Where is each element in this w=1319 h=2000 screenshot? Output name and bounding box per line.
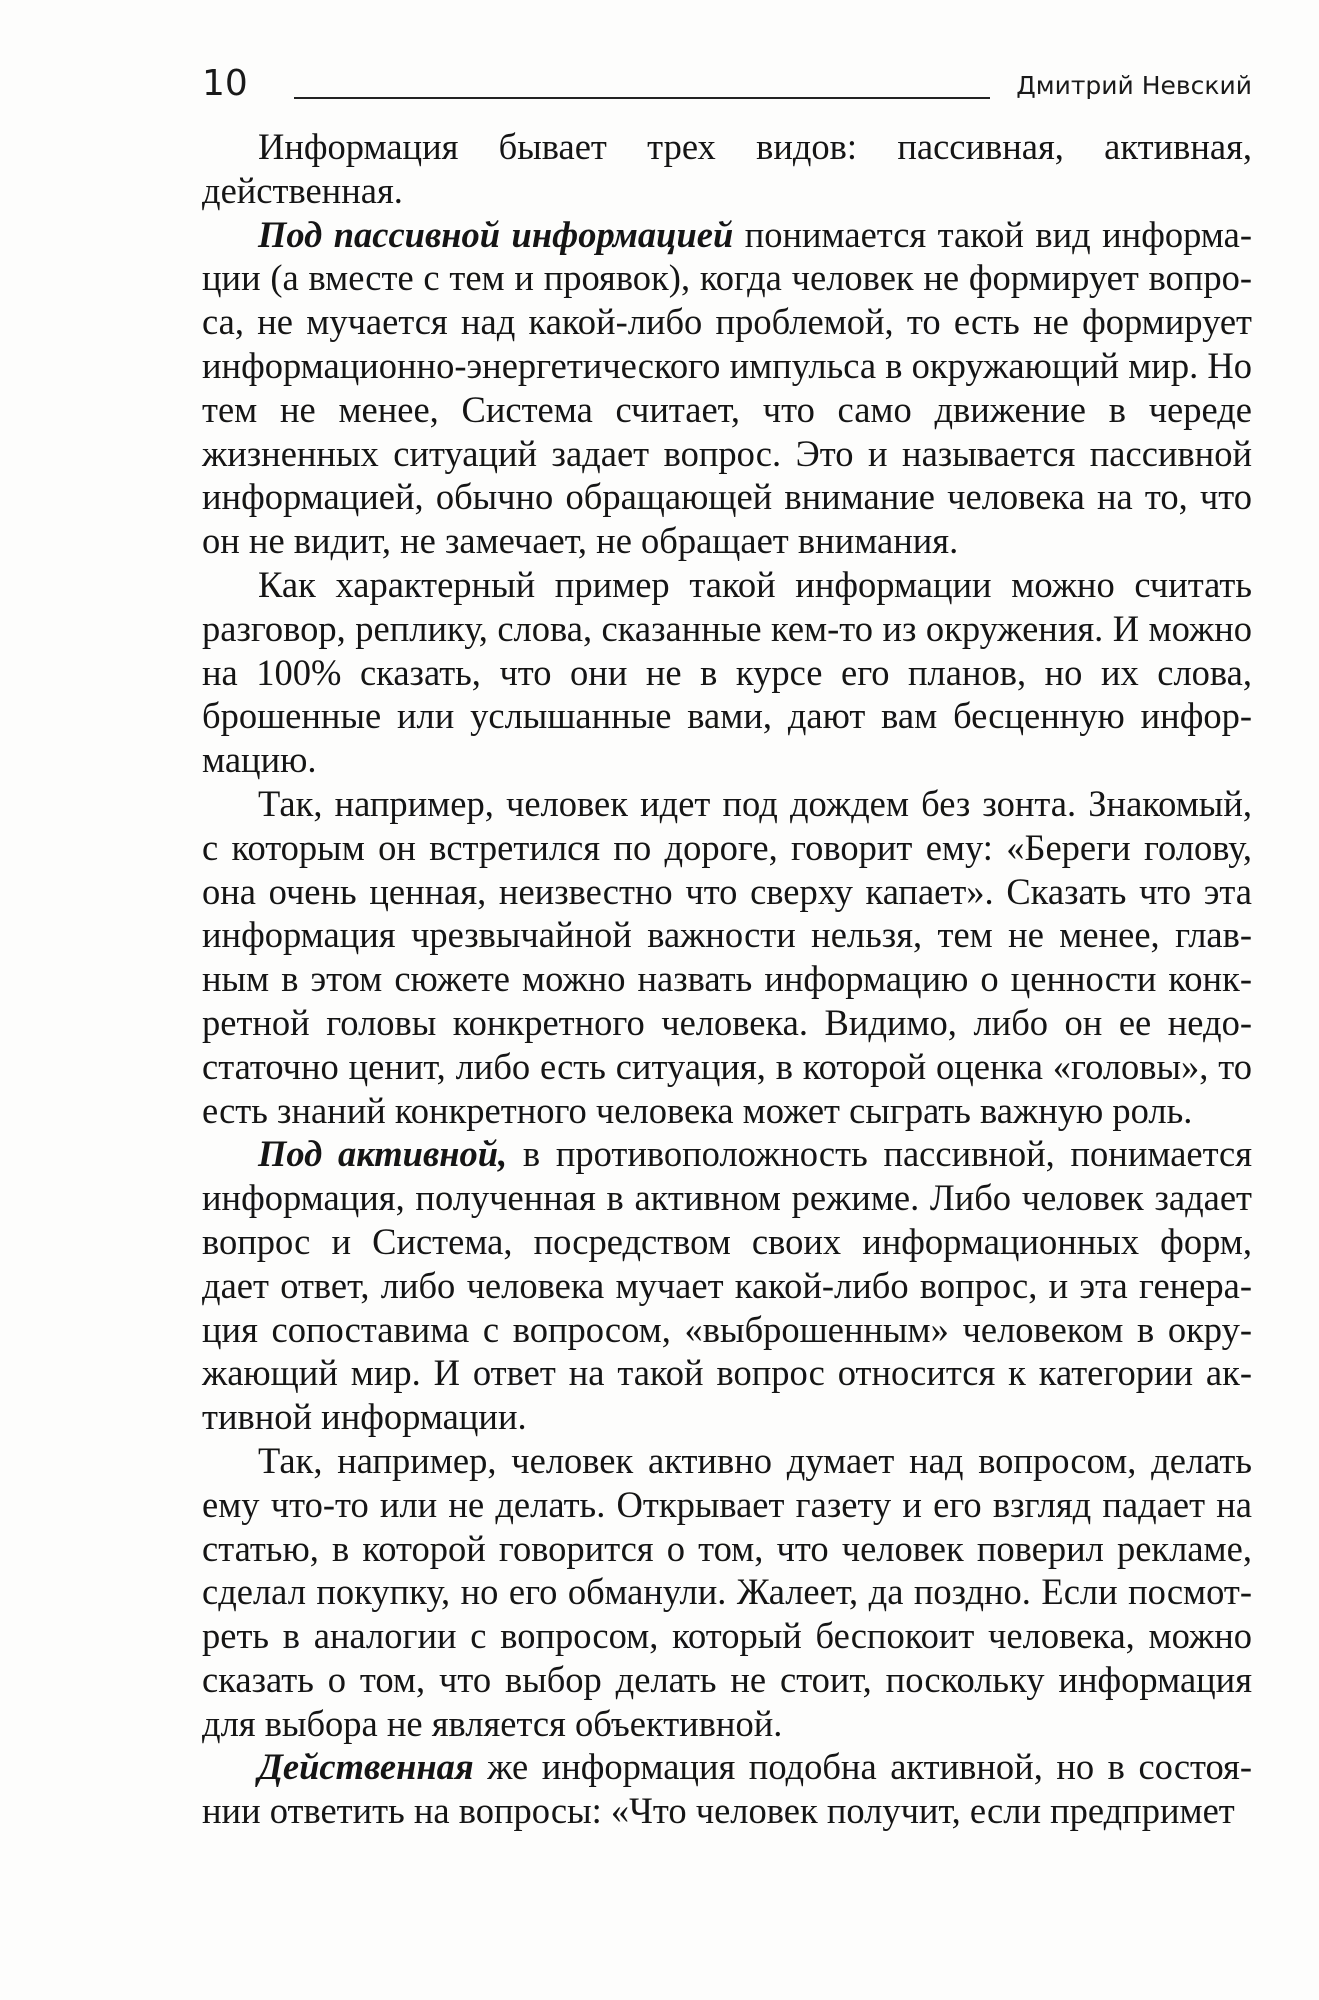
paragraph-term: Под активной, bbox=[258, 1133, 508, 1175]
paragraph-text: Так, например, человек активно думает над вопросом, делать ему что-то или не делать. Открывает газету и его взгляд падает на статью, в которой говорится о том, что человек поверил рекламе, сделал покупку, но его обманули. Жалеет, да поздно. Если посмотреть в аналогии с вопросом, который беспокоит человека, можно сказать о том, что выбор делать не стоит, поскольку информация для выбора не является объективной. bbox=[202, 1439, 1252, 1744]
paragraph-6 bbox=[202, 1439, 1252, 1746]
paragraph-text: понимается такой вид информации (а вместе с тем и проявок), когда человек не формирует вопроса, не мучается над какой-либо проблемой, то есть не формирует информационно-энергетического импульса в окружающий мир. Но тем не менее, Система считает, что само движение в череде жизненных ситуаций задает вопрос. Это и называется пассивной информацией, обычно обращающей внимание человека на то, что он не видит, не замечает, не обращает внимания. bbox=[202, 213, 1252, 562]
running-head-author: Дмитрий Невский bbox=[1016, 71, 1252, 100]
paragraph-1 bbox=[202, 125, 1252, 213]
header-rule bbox=[294, 97, 990, 99]
paragraph-text: же информация подобна активной, но в состоянии ответить на вопросы: «Что человек получит, если предпримет bbox=[202, 1746, 1252, 1832]
paragraph-text: Информация бывает трех видов: пассивная, активная, действенная. bbox=[202, 126, 1252, 211]
paragraph-7 bbox=[202, 1745, 1252, 1833]
paragraph-term: Под пассивной информацией bbox=[258, 213, 734, 255]
paragraph-3 bbox=[202, 563, 1252, 782]
paragraph-5 bbox=[202, 1132, 1252, 1439]
paragraph-text: Так, например, человек идет под дождем без зонта. Знакомый, с которым он встретился по дороге, говорит ему: «Береги голову, она очень ценная, неизвестно что сверху капает». Сказать что эта информация чрезвычайной важности нельзя, тем не менее, главным в этом сюжете можно назвать информацию о ценности конкретной головы конкретного человека. Видимо, либо он ее недостаточно ценит, либо есть ситуация, в которой оценка «головы», то есть знаний конкретного человека может сыграть важную роль. bbox=[202, 782, 1252, 1131]
paragraph-text: в противоположность пассивной, понимается информация, полученная в активном режиме. Либо человек задает вопрос и Система, посредством своих информационных форм, дает ответ, либо человека мучает какой-либо вопрос, и эта генерация сопоставима с вопросом, «выброшенным» человеком в окружающий мир. И ответ на такой вопрос относится к категории активной информации. bbox=[202, 1133, 1252, 1438]
paragraph-4 bbox=[202, 782, 1252, 1132]
paragraph-text: Как характерный пример такой информации можно считать разговор, реплику, слова, сказанные кем-то из окружения. И можно на 100% сказать, что они не в курсе его планов, но их слова, брошенные или услышанные вами, дают вам бесценную информацию. bbox=[202, 563, 1252, 781]
paragraph-2 bbox=[202, 213, 1252, 563]
body-text bbox=[202, 125, 1252, 1833]
page-header bbox=[202, 62, 1252, 112]
page-number: 10 bbox=[202, 63, 248, 104]
paragraph-term: Действенная bbox=[258, 1746, 474, 1788]
